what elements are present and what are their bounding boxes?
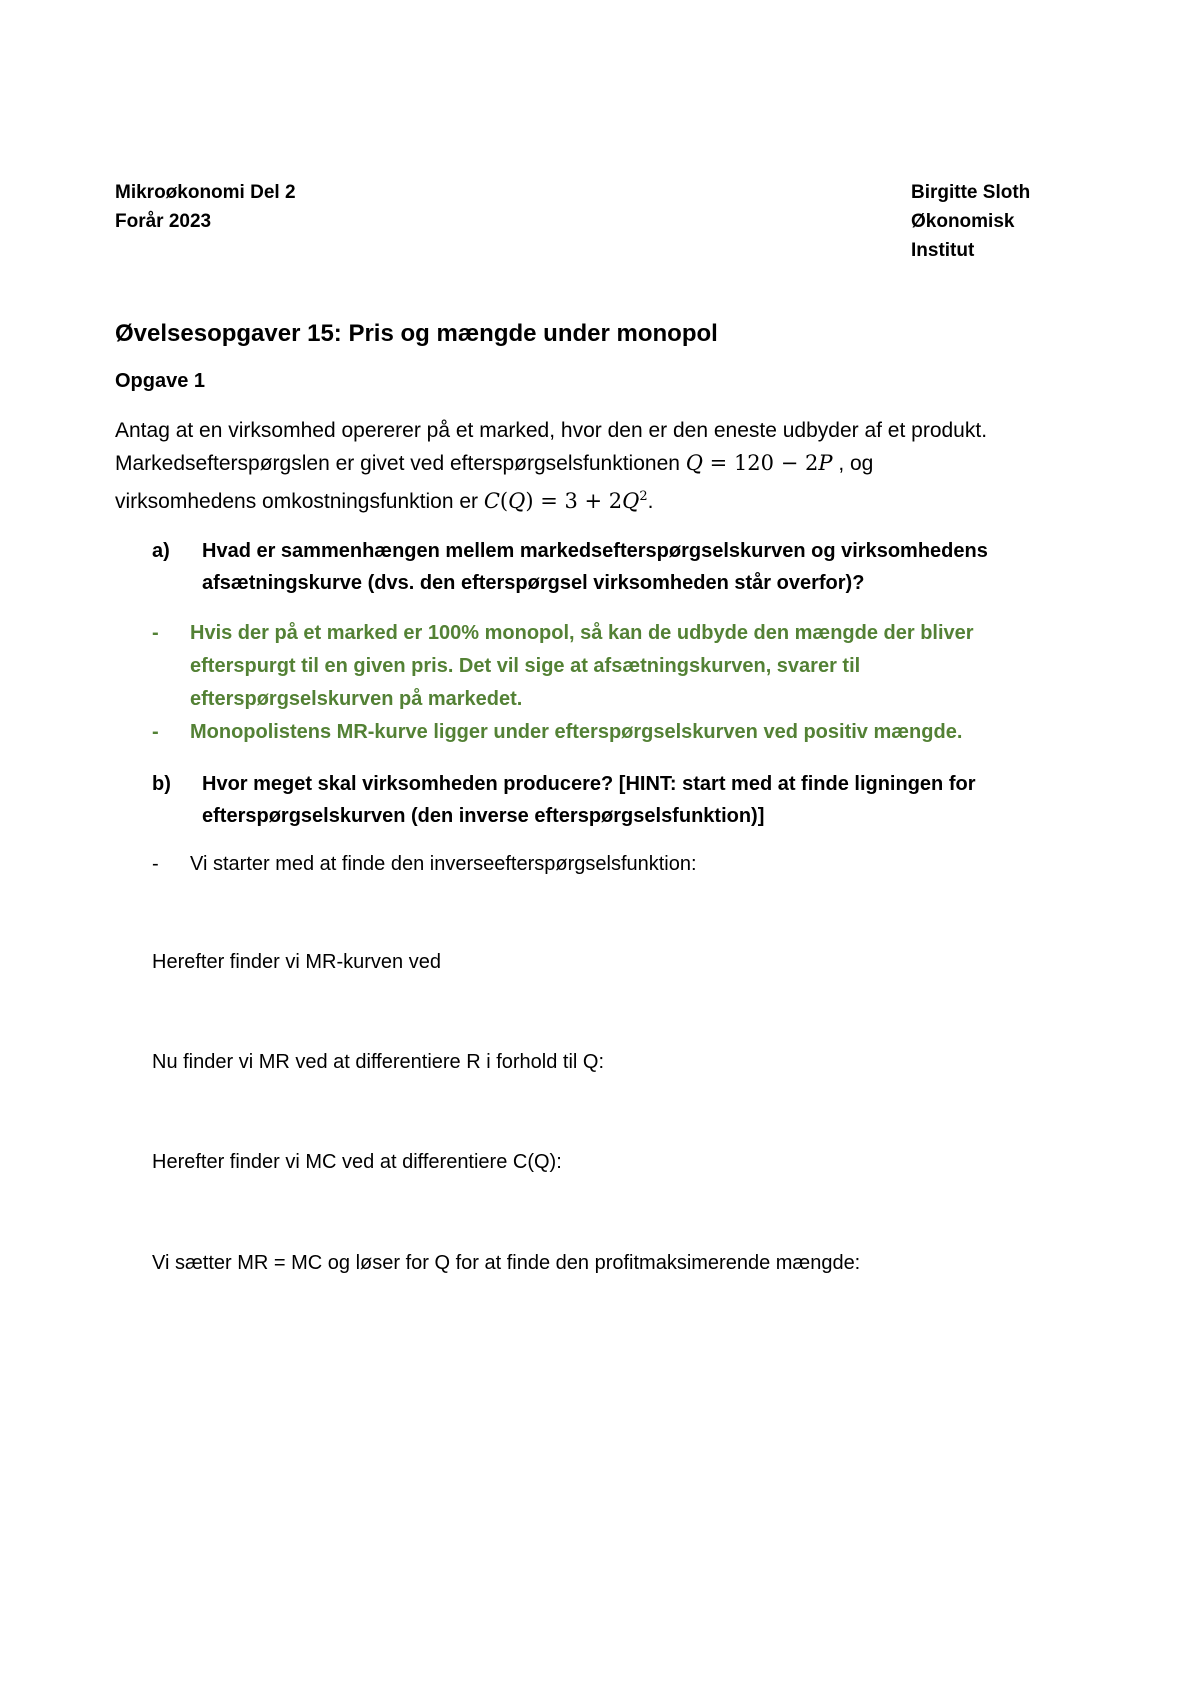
bullet-dash: - xyxy=(152,721,159,743)
bullet-dash: - xyxy=(152,853,159,875)
intro-line-3 xyxy=(115,480,1095,518)
step-profit-max: Vi sætter MR = MC og løser for Q for at finde den profitmaksimerende mængde: xyxy=(152,1252,861,1274)
step-mr-derivative: Nu finder vi MR ved at differentiere R i forhold til Q: xyxy=(152,1051,605,1073)
intro-line-1: Antag at en virksomhed opererer på et marked, hvor den er den eneste udbyder af et produkt. xyxy=(115,419,988,442)
task-label: Opgave 1 xyxy=(115,370,206,392)
department-line-2: Institut xyxy=(911,240,975,261)
author-name: Birgitte Sloth xyxy=(911,182,1031,203)
semester: Forår 2023 xyxy=(115,211,212,232)
answer-b-list xyxy=(152,848,1032,881)
course-header xyxy=(115,178,296,236)
intro-line-3-text: virksomhedens omkostningsfunktion er xyxy=(115,490,479,513)
answer-a-item xyxy=(152,716,1032,749)
course-name: Mikroøkonomi Del 2 xyxy=(115,182,296,203)
demand-function: 𝑄 = 120 − 2𝑃 xyxy=(685,451,833,475)
author-header xyxy=(911,178,1030,265)
question-a-label: a) xyxy=(152,540,170,562)
question-b xyxy=(152,768,1052,834)
task-intro xyxy=(115,414,1095,518)
answer-a-list xyxy=(152,617,1032,749)
cost-exponent: 2 xyxy=(639,489,648,504)
question-b-text: Hvor meget skal virksomheden producere? [HINT: start med at finde ligningen for efterspørgselskurven (den inverse efterspørgselsfunktion)] xyxy=(202,773,976,827)
document-title: Øvelsesopgaver 15: Pris og mængde under monopol xyxy=(115,320,718,347)
department-line-1: Økonomisk xyxy=(911,211,1015,232)
step-mr-curve: Herefter finder vi MR-kurven ved xyxy=(152,951,441,973)
bullet-dash: - xyxy=(152,622,159,644)
question-a xyxy=(152,535,1052,601)
intro-line-2 xyxy=(115,447,1095,480)
cost-function xyxy=(484,489,648,513)
question-a-text: Hvad er sammenhængen mellem markedsefterspørgselskurven og virksomhedens afsætningskurve (dvs. den efterspørgsel virksomheden står overfor)? xyxy=(202,540,988,594)
cost-function-body: 𝐶(𝑄) = 3 + 2𝑄 xyxy=(483,489,640,513)
answer-b-item xyxy=(152,848,1032,881)
answer-b-text: Vi starter med at finde den inverseefterspørgselsfunktion: xyxy=(190,853,697,875)
question-b-label: b) xyxy=(152,773,171,795)
intro-line-2-text: Markedsefterspørgslen er givet ved efterspørgselsfunktionen xyxy=(115,452,680,475)
answer-a-text-1: Hvis der på et marked er 100% monopol, så kan de udbyde den mængde der bliver efterspurgt til en given pris. Det vil sige at afsætningskurven, svarer til efterspørgselskurven på markedet. xyxy=(190,622,974,710)
answer-a-item xyxy=(152,617,1032,716)
intro-line-2-end: , og xyxy=(838,452,874,475)
intro-line-3-end: . xyxy=(647,490,654,513)
answer-a-text-2: Monopolistens MR-kurve ligger under efterspørgselskurven ved positiv mængde. xyxy=(190,721,963,743)
step-mc-derivative: Herefter finder vi MC ved at differentiere C(Q): xyxy=(152,1151,562,1173)
